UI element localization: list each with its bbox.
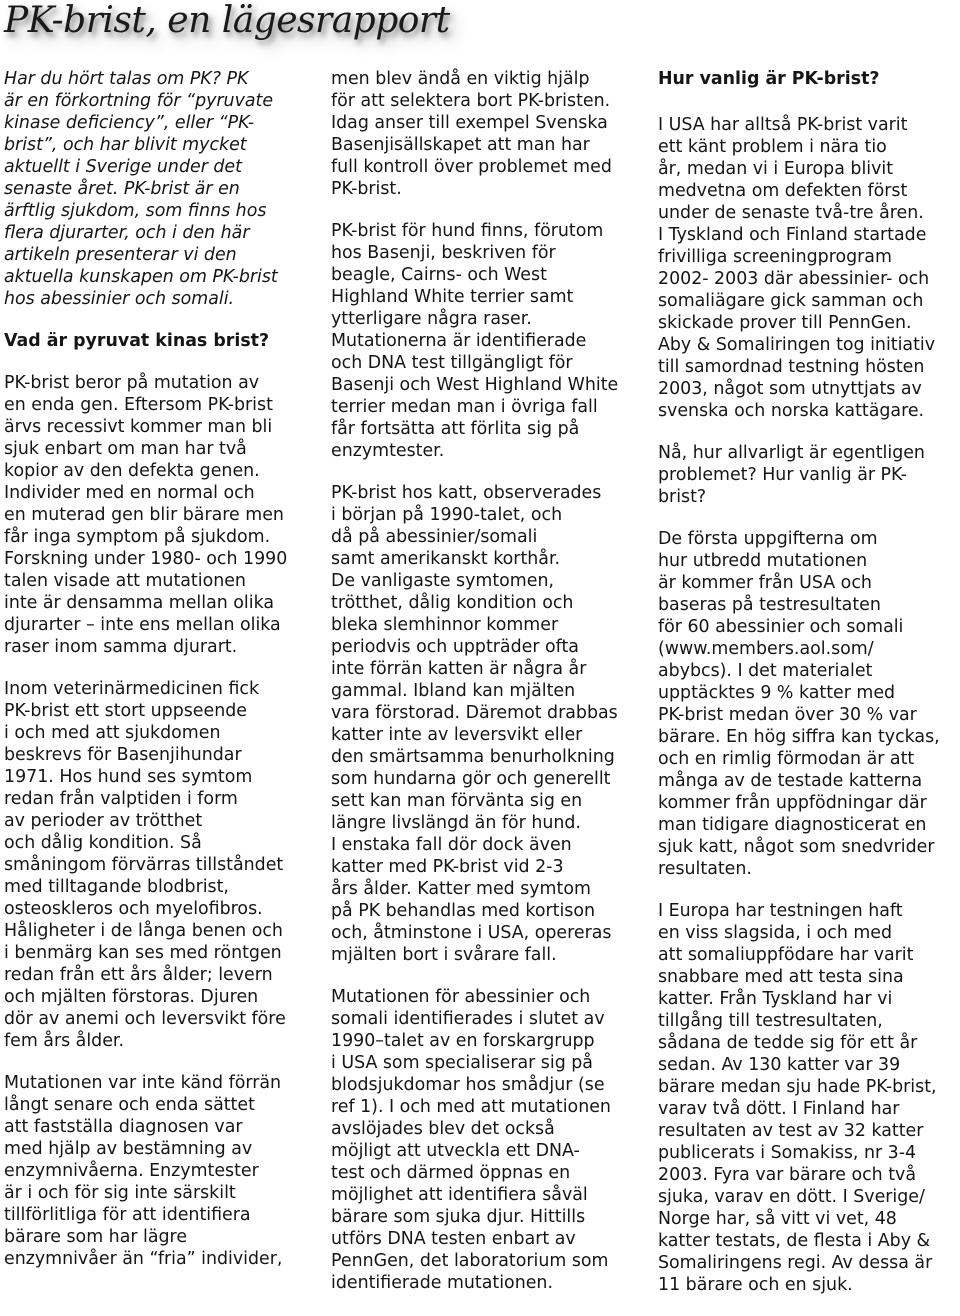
text-line: katter. Från Tyskland har vi	[658, 989, 893, 1009]
text-line: man tidigare diagnosticerat en	[658, 815, 927, 835]
text-line: sjuk katt, något som snedvrider	[658, 837, 935, 857]
text-line: medvetna om defekten först	[658, 181, 908, 201]
text-line: frivilliga screeningprogram	[658, 247, 892, 267]
text-line: beagle, Cairns- och West	[331, 265, 547, 285]
text-line: Vad är pyruvat kinas brist?	[4, 331, 270, 351]
text-line: inte förrän katten är några år	[331, 659, 587, 679]
text-line: identifierade mutationen.	[331, 1273, 553, 1293]
text-line: sjuka, varav en dött. I Sverige/	[658, 1187, 925, 1207]
text-line: 2003. Fyra var bärare och två	[658, 1165, 916, 1185]
text-line: många av de testade katterna	[658, 771, 923, 791]
text-line: PK-brist ett stort uppseende	[4, 701, 247, 721]
text-line: katter testats, de flesta i Aby &	[658, 1231, 931, 1251]
text-line: Aby & Somaliringen tog initiativ	[658, 335, 936, 355]
text-line: artikeln presenterar vi den	[4, 245, 237, 265]
text-line: är i och för sig inte särskilt	[4, 1183, 236, 1203]
text-line: flera djurarter, och i den här	[4, 223, 250, 243]
text-line: bärare medan sju hade PK-brist,	[658, 1077, 937, 1097]
text-line: får fortsätta att förlita sig på	[331, 419, 580, 439]
text-line: upptäcktes 9 % katter med	[658, 683, 896, 703]
text-line: bleka slemhinnor kommer	[331, 615, 559, 635]
text-line: och dålig kondition. Så	[4, 833, 202, 853]
text-line: I Europa har testningen haft	[658, 901, 903, 921]
text-line: utförs DNA testen enbart av	[331, 1229, 576, 1249]
text-line: katter inte av leversvikt eller	[331, 725, 583, 745]
text-line: hur utbredd mutationen	[658, 551, 868, 571]
text-line: sådana de tedde sig för ett år	[658, 1033, 918, 1053]
text-line: kinase deficiency”, eller “PK-	[4, 113, 255, 133]
paragraph	[331, 482, 636, 966]
text-line: bärare. En hög siffra kan tyckas,	[658, 727, 940, 747]
text-line: kopior av den defekta genen.	[4, 461, 260, 481]
text-line: gammal. Ibland kan mjälten	[331, 681, 576, 701]
text-line: då på abessinier/somali	[331, 527, 538, 547]
text-line: 11 bärare och en sjuk.	[658, 1275, 853, 1295]
text-line: PK-brist.	[331, 179, 402, 199]
text-line: test och därmed öppnas en	[331, 1163, 571, 1183]
text-line: ett känt problem i nära tio	[658, 137, 887, 157]
text-line: (www.members.aol.som/	[658, 639, 874, 659]
paragraph	[658, 528, 958, 880]
paragraph	[658, 442, 958, 508]
text-line: djurarter – inte ens mellan olika	[4, 615, 281, 635]
text-line: Mutationen för abessinier och	[331, 987, 591, 1007]
text-line: brist”, och har blivit mycket	[4, 135, 247, 155]
text-line: den smärtsamma benurholkning	[331, 747, 615, 767]
text-line: osteoskleros och myelofibros.	[4, 899, 263, 919]
section-heading	[4, 330, 306, 352]
text-line: Mutationerna är identifierade	[331, 331, 587, 351]
text-line: Somaliringens regi. Av dessa är	[658, 1253, 933, 1273]
text-line: resultaten av test av 32 katter	[658, 1121, 924, 1141]
text-line: till samordnad testning hösten	[658, 357, 925, 377]
text-line: snabbare med att testa sina	[658, 967, 904, 987]
text-line: full kontroll över problemet med	[331, 157, 612, 177]
text-line: års ålder. Katter med symtom	[331, 879, 591, 899]
text-line: Individer med en normal och	[4, 483, 255, 503]
text-line: i början på 1990-talet, och	[331, 505, 563, 525]
text-line: mjälten bort i svårare fall.	[331, 945, 557, 965]
text-line: svenska och norska kattägare.	[658, 401, 925, 421]
text-line: enzymtester.	[331, 441, 445, 461]
text-line: brist?	[658, 487, 707, 507]
paragraph	[4, 68, 306, 310]
text-line: med tilltagande blodbrist,	[4, 877, 229, 897]
text-line: får inga symptom på sjukdom.	[4, 527, 271, 547]
text-line: varav två dött. I Finland har	[658, 1099, 900, 1119]
text-line: som hundarna gör och generellt	[331, 769, 611, 789]
text-line: Forskning under 1980- och 1990	[4, 549, 288, 569]
text-line: hos Basenji, beskriven för	[331, 243, 556, 263]
text-line: en viss slagsida, i och med	[658, 923, 893, 943]
text-line: längre livslängd än för hund.	[331, 813, 581, 833]
text-line: Norge har, så vitt vi vet, 48	[658, 1209, 897, 1229]
text-line: är kommer från USA och	[658, 573, 872, 593]
text-line: De vanligaste symtomen,	[331, 571, 554, 591]
text-line: enzymnivåerna. Enzymtester	[4, 1161, 259, 1181]
text-line: redan från ett års ålder; levern	[4, 965, 273, 985]
text-line: ärvs recessivt kommer man bli	[4, 417, 273, 437]
text-line: småningom förvärras tillståndet	[4, 855, 284, 875]
text-line: Idag anser till exempel Svenska	[331, 113, 608, 133]
text-line: publicerats i Somakiss, nr 3-4	[658, 1143, 917, 1163]
text-line: Basenjisällskapet att man har	[331, 135, 590, 155]
text-line: möjlighet att identifiera såväl	[331, 1185, 588, 1205]
text-line: samt amerikanskt korthår.	[331, 549, 561, 569]
text-line: tillgång till testresultaten,	[658, 1011, 883, 1031]
text-line: Håligheter i de långa benen och	[4, 921, 283, 941]
paragraph	[331, 68, 636, 200]
paragraph	[4, 372, 306, 658]
text-line: att somaliuppfödare har varit	[658, 945, 914, 965]
text-line: somali identifierades i slutet av	[331, 1009, 605, 1029]
text-line: sjuk enbart om man har två	[4, 439, 247, 459]
text-line: aktuella kunskapen om PK-brist	[4, 267, 278, 287]
text-line: en muterad gen blir bärare men	[4, 505, 284, 525]
text-line: och mjälten förstoras. Djuren	[4, 987, 259, 1007]
text-line: blodsjukdomar hos smådjur (se	[331, 1075, 605, 1095]
text-line: men blev ändå en viktig hjälp	[331, 69, 590, 89]
text-line: av perioder av trötthet	[4, 811, 203, 831]
text-line: aktuellt i Sverige under det	[4, 157, 242, 177]
text-line: vara förstorad. Däremot drabbas	[331, 703, 618, 723]
column-1	[4, 68, 306, 1290]
text-line: resultaten.	[658, 859, 752, 879]
paragraph	[4, 678, 306, 1052]
text-line: och en rimlig förmodan är att	[658, 749, 915, 769]
text-line: sett kan man förvänta sig en	[331, 791, 583, 811]
paragraph	[4, 1072, 306, 1270]
text-line: PK-brist beror på mutation av	[4, 373, 260, 393]
text-line: periodvis och uppträder ofta	[331, 637, 579, 657]
text-line: i benmärg kan ses med röntgen	[4, 943, 282, 963]
text-line: och DNA test tillgängligt för	[331, 353, 573, 373]
text-line: enzymnivåer än “fria” individer,	[4, 1249, 283, 1269]
text-line: tillförlitliga för att identifiera	[4, 1205, 251, 1225]
text-line: ref 1). I och med att mutationen	[331, 1097, 611, 1117]
text-line: katter med PK-brist vid 2-3	[331, 857, 564, 877]
text-line: Hur vanlig är PK-brist?	[658, 69, 880, 89]
text-line: I enstaka fall dör dock även	[331, 835, 572, 855]
text-line: inte är densamma mellan olika	[4, 593, 275, 613]
text-line: är en förkortning för “pyruvate	[4, 91, 274, 111]
paragraph	[658, 900, 958, 1296]
text-line: under de senaste två-tre åren.	[658, 203, 924, 223]
text-line: bärare som har lägre	[4, 1227, 188, 1247]
text-line: med hjälp av bestämning av	[4, 1139, 253, 1159]
text-line: i och med att sjukdomen	[4, 723, 221, 743]
article-title: PK-brist, en lägesrapport	[4, 0, 450, 41]
text-line: 1990–talet av en forskargrupp	[331, 1031, 595, 1051]
text-line: ytterligare några raser.	[331, 309, 532, 329]
text-line: att fastställa diagnosen var	[4, 1117, 243, 1137]
text-line: somaliägare gick samman och	[658, 291, 924, 311]
text-line: 2002- 2003 där abessinier- och	[658, 269, 930, 289]
text-line: baseras på testresultaten	[658, 595, 881, 615]
paragraph	[331, 986, 636, 1294]
text-line: beskrevs för Basenjihundar	[4, 745, 242, 765]
text-line: talen visade att mutationen	[4, 571, 246, 591]
text-line: dör av anemi och leversvikt före	[4, 1009, 286, 1029]
text-line: redan från valptiden i form	[4, 789, 238, 809]
text-line: 1971. Hos hund ses symtom	[4, 767, 253, 787]
paragraph	[658, 114, 958, 422]
text-line: i USA som specialiserar sig på	[331, 1053, 593, 1073]
text-line: PK-brist för hund finns, förutom	[331, 221, 604, 241]
text-line: sedan. Av 130 katter var 39	[658, 1055, 901, 1075]
text-line: för att selektera bort PK-bristen.	[331, 91, 611, 111]
text-line: PK-brist hos katt, observerades	[331, 483, 602, 503]
column-2	[331, 68, 636, 1314]
text-line: en enda gen. Eftersom PK-brist	[4, 395, 273, 415]
text-line: Har du hört talas om PK? PK	[4, 69, 249, 89]
text-line: bärare som sjuka djur. Hittills	[331, 1207, 586, 1227]
text-line: problemet? Hur vanlig är PK-	[658, 465, 907, 485]
text-line: fem års ålder.	[4, 1031, 124, 1051]
text-line: kommer från uppfödningar där	[658, 793, 927, 813]
text-line: trötthet, dålig kondition och	[331, 593, 574, 613]
text-line: I Tyskland och Finland startade	[658, 225, 927, 245]
text-line: PennGen, det laboratorium som	[331, 1251, 609, 1271]
text-line: De första uppgifterna om	[658, 529, 878, 549]
text-line: hos abessinier och somali.	[4, 289, 235, 309]
text-line: abybcs). I det materialet	[658, 661, 873, 681]
text-line: Mutationen var inte känd förrän	[4, 1073, 282, 1093]
text-line: avslöjades blev det också	[331, 1119, 555, 1139]
text-line: möjligt att utveckla ett DNA-	[331, 1141, 580, 1161]
text-line: för 60 abessinier och somali	[658, 617, 904, 637]
text-line: 2003, något som utnyttjats av	[658, 379, 922, 399]
text-line: terrier medan man i övriga fall	[331, 397, 598, 417]
text-line: år, medan vi i Europa blivit	[658, 159, 894, 179]
text-line: Basenji och West Highland White	[331, 375, 619, 395]
text-line: skickade prover till PennGen.	[658, 313, 912, 333]
text-line: på PK behandlas med kortison	[331, 901, 596, 921]
text-line: senaste året. PK-brist är en	[4, 179, 240, 199]
text-line: Inom veterinärmedicinen fick	[4, 679, 260, 699]
paragraph	[331, 220, 636, 462]
text-line: ärftlig sjukdom, som finns hos	[4, 201, 267, 221]
text-line: Nå, hur allvarligt är egentligen	[658, 443, 925, 463]
text-line: och, åtminstone i USA, opereras	[331, 923, 612, 943]
text-line: Highland White terrier samt	[331, 287, 574, 307]
text-line: raser inom samma djurart.	[4, 637, 238, 657]
column-3	[658, 68, 958, 1316]
section-heading	[658, 68, 958, 90]
text-line: I USA har alltså PK-brist varit	[658, 115, 908, 135]
text-line: långt senare och enda sättet	[4, 1095, 255, 1115]
text-line: PK-brist medan över 30 % var	[658, 705, 917, 725]
